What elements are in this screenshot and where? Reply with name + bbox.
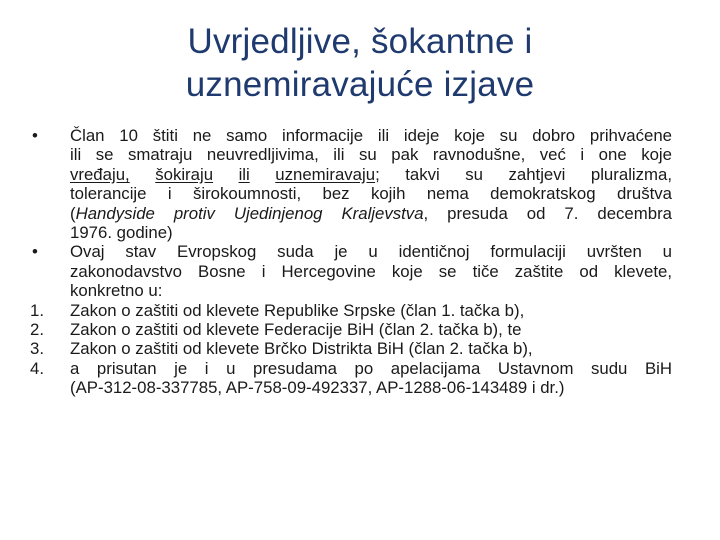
numbered-item-4-line-2: (AP-312-08-337785, AP-758-09-492337, AP-1288-06-143489 i dr.) — [70, 378, 565, 398]
bullet-2-line-1: Ovaj stav Evropskog suda je u identičnoj formulaciji uvršten u — [70, 242, 672, 262]
bullet-marker: • — [32, 126, 38, 145]
title-line-2: uznemiravajuće izjave — [185, 65, 535, 104]
bullet-1-line-5 — [70, 204, 672, 223]
case-name: Handyside protiv Ujedinjenog Kraljevstva — [75, 203, 424, 223]
bullet-1-line-5-rest: , presuda od 7. decembra — [423, 203, 672, 223]
bullet-marker: • — [32, 242, 38, 262]
slide-title — [60, 20, 660, 106]
bullet-1-line-3-rest: ; takvi su zahtjevi pluralizma, — [375, 164, 673, 184]
numbered-item-2-text: Zakon o zaštiti od klevete Federacije BiH (član 2. tačka b), te — [70, 320, 522, 340]
title-line-1: Uvrjedljive, šokantne i — [187, 22, 533, 61]
bullet-1-line-4: tolerancije i širokoumnosti, bez kojih nema demokratskog društva — [70, 184, 672, 204]
bullet-2-line-3: konkretno u: — [70, 281, 163, 301]
bullet-1-line-3 — [70, 165, 672, 184]
numbered-item-1 — [30, 301, 672, 320]
bullet-item-european-court-stance — [30, 242, 672, 300]
number-marker: 4. — [30, 358, 44, 378]
numbered-item-4-line-1: a prisutan je i u presudama po apelacijama Ustavnom sudu BiH — [70, 358, 672, 378]
bullet-1-line-2: ili se smatraju neuvredljivima, ili su pak ravnodušne, već i one koje — [70, 145, 672, 165]
numbered-item-4 — [30, 359, 672, 398]
underlined-word-uznemiravaju: uznemiravaju — [275, 164, 376, 184]
numbered-item-3-text: Zakon o zaštiti od klevete Brčko Distrikta BiH (član 2. tačka b), — [70, 339, 533, 359]
slide-body — [30, 126, 672, 398]
bullet-1-line-6: 1976. godine) — [70, 223, 173, 243]
number-marker: 3. — [30, 339, 44, 359]
number-marker: 2. — [30, 320, 44, 340]
underlined-word-sokiraju: šokiraju — [155, 164, 214, 184]
underlined-word-ili: ili — [238, 164, 250, 184]
numbered-item-3 — [30, 339, 672, 358]
paren-open: ( — [70, 203, 76, 223]
numbered-item-2 — [30, 320, 672, 339]
numbered-item-1-text: Zakon o zaštiti od klevete Republike Srpske (član 1. tačka b), — [70, 300, 525, 320]
underlined-word-vredjaju: vređaju, — [70, 164, 130, 184]
bullet-item-article-10 — [30, 126, 672, 242]
bullet-1-line-1: Član 10 štiti ne samo informacije ili ideje koje su dobro prihvaćene — [70, 126, 672, 145]
bullet-2-line-2: zakonodavstvo Bosne i Hercegovine koje se tiče zaštite od klevete, — [70, 261, 672, 281]
number-marker: 1. — [30, 300, 44, 320]
